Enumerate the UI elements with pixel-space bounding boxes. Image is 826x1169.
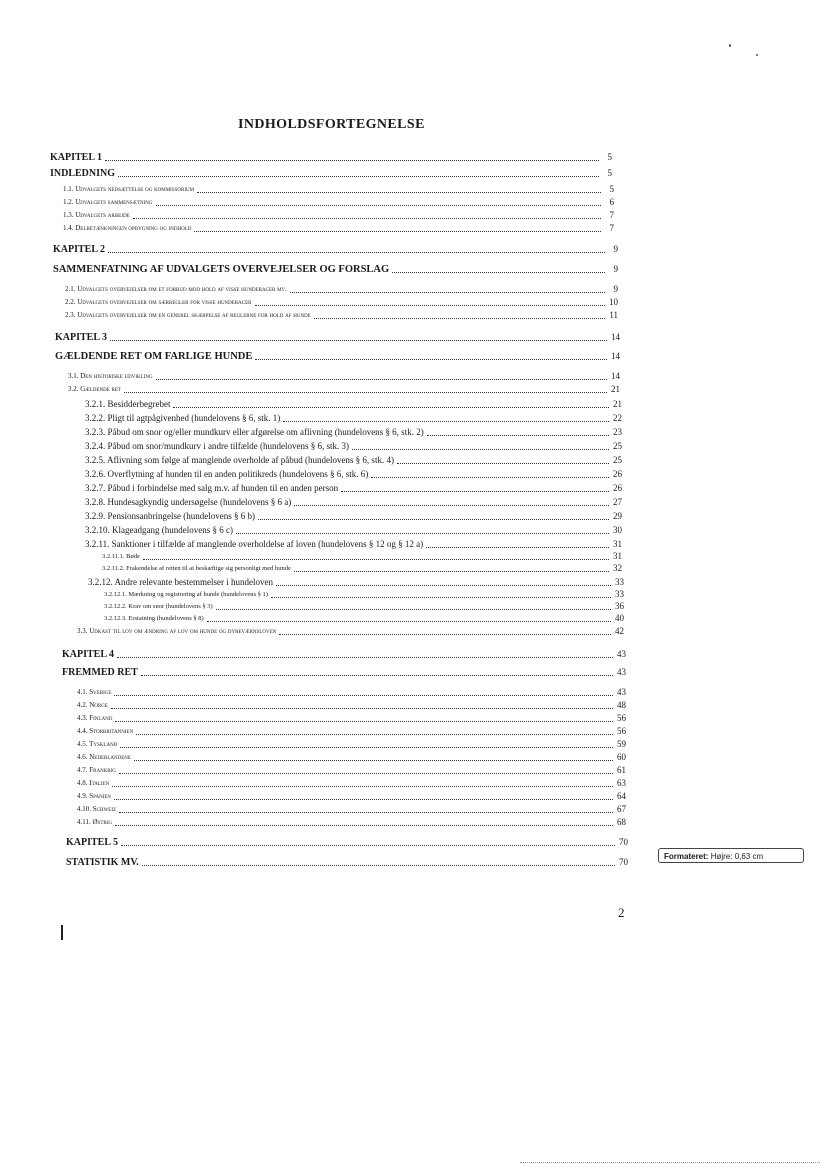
toc-entry-page: 5 — [607, 168, 612, 178]
dot-leader — [105, 159, 599, 161]
toc-entry-page: 23 — [613, 427, 622, 437]
toc-entry-label: 4.3. Finland — [77, 714, 113, 722]
dot-leader — [279, 633, 611, 635]
dot-leader — [236, 532, 609, 534]
toc-entry-page: 11 — [609, 310, 618, 320]
toc-entry — [77, 686, 626, 699]
toc-entry — [85, 412, 622, 425]
toc-entry-label: 4.11. Østrig — [77, 818, 112, 826]
toc-entry — [65, 296, 618, 309]
toc-entry-label: 3.2.11. Sanktioner i tilfælde af manglende overholdelse af loven (hundelovens § 12 og § 12 a) — [85, 539, 424, 549]
toc-entry-page: 63 — [617, 778, 626, 788]
toc-entry-label: 2.2. Udvalgets overvejelser om særregler for visse hunderacer — [65, 298, 252, 306]
toc-entry-page: 31 — [613, 539, 622, 549]
toc-entry-label: 4.10. Schweiz — [77, 805, 117, 813]
dot-leader — [117, 656, 613, 658]
toc-entry-page: 33 — [615, 589, 624, 599]
toc-entry-page: 43 — [617, 649, 626, 659]
toc-entry-label: 1.4. Delbetænkningen opbygning og indhold — [63, 224, 192, 232]
dot-leader — [115, 824, 613, 826]
toc-entry-page: 56 — [617, 726, 626, 736]
toc-entry — [77, 790, 626, 803]
toc-entry-label: 3.2.7. Påbud i forbindelse med salg m.v. af hunden til en anden person — [85, 483, 339, 493]
comment-text: Højre: 0,63 cm — [710, 852, 764, 861]
toc-entry-label: 3.2.10. Klageadgang (hundelovens § 6 c) — [85, 525, 233, 535]
toc-entry — [85, 454, 622, 467]
toc-entry-page: 14 — [611, 371, 620, 381]
toc-entry-label: STATISTIK MV. — [66, 857, 139, 868]
toc-entry-page: 26 — [613, 469, 622, 479]
toc-entry-label: GÆLDENDE RET OM FARLIGE HUNDE — [55, 351, 253, 362]
dot-leader — [110, 339, 607, 341]
toc-entry — [85, 468, 622, 481]
dot-leader — [173, 406, 609, 408]
toc-entry-page: 48 — [617, 700, 626, 710]
toc-entry-label: 3.2.1. Besidderbegrebet — [85, 399, 171, 409]
toc-entry — [77, 725, 626, 738]
toc-entry-page: 10 — [609, 297, 618, 307]
toc-entry — [85, 398, 622, 411]
toc-entry-label: 3.2.5. Aflivning som følge af manglende overholde af påbud (hundelovens § 6, stk. 4) — [85, 455, 394, 465]
dot-leader — [276, 584, 611, 586]
toc-entry-label: 3.2.2. Pligt til agtpågivenhed (hundelovens § 6, stk. 1) — [85, 413, 281, 423]
toc-entry-label: KAPITEL 2 — [53, 244, 105, 255]
toc-entry — [53, 263, 618, 276]
toc-entry — [85, 510, 622, 523]
dot-leader — [283, 420, 609, 422]
toc-entry-page: 43 — [617, 667, 626, 677]
toc-entry-label: 4.7. Frankrig — [77, 766, 116, 774]
toc-entry — [68, 383, 620, 396]
toc-entry-label: 1.3. Udvalgets arbejde — [63, 211, 130, 219]
toc-entry — [68, 370, 620, 383]
toc-entry-label: KAPITEL 4 — [62, 649, 114, 660]
dot-leader — [133, 217, 601, 219]
toc-entry-page: 5 — [609, 184, 614, 194]
toc-entry — [77, 816, 626, 829]
dot-leader — [141, 674, 613, 676]
toc-entry-label: KAPITEL 1 — [50, 152, 102, 163]
toc-entry — [62, 666, 626, 679]
toc-entry-label: 3.2.12.1. Mærkning og registrering af hunde (hundelovens § 1) — [104, 591, 268, 598]
dot-leader — [111, 707, 613, 709]
dot-leader — [197, 191, 601, 193]
toc-entry-label: FREMMED RET — [62, 667, 138, 678]
toc-entry-label: 3.2.12.3. Erstatning (hundelovens § 8) — [104, 615, 204, 622]
toc-entry-label: 3.2.11.1. Bøde — [102, 553, 140, 560]
dot-leader — [143, 558, 609, 560]
toc-entry-label: KAPITEL 3 — [55, 332, 107, 343]
dot-leader — [156, 204, 601, 206]
toc-entry — [66, 836, 628, 849]
toc-entry — [85, 426, 622, 439]
toc-entry-label: 4.1. Sverige — [77, 688, 112, 696]
toc-entry — [63, 196, 614, 209]
toc-entry-label: 2.1. Udvalgets overvejelser om et forbud mod hold af visse hunderacer mv. — [65, 285, 287, 293]
toc-entry-page: 7 — [609, 223, 614, 233]
toc-entry-page: 7 — [609, 210, 614, 220]
toc-entry-page: 9 — [613, 264, 618, 274]
dot-leader — [114, 798, 613, 800]
dot-leader — [427, 434, 609, 436]
toc-entry-page: 68 — [617, 817, 626, 827]
toc-entry-label: 4.4. Storbritannien — [77, 727, 134, 735]
dot-leader — [121, 844, 615, 846]
dot-leader — [114, 694, 613, 696]
toc-title: INDHOLDSFORTEGNELSE — [238, 117, 425, 132]
toc-entry — [104, 612, 624, 625]
toc-entry — [65, 283, 618, 296]
dot-leader — [115, 720, 613, 722]
dot-leader — [118, 175, 599, 177]
toc-entry — [85, 440, 622, 453]
toc-entry-page: 21 — [613, 399, 622, 409]
toc-entry-page: 32 — [613, 563, 622, 573]
toc-entry — [77, 803, 626, 816]
toc-entry-label: 3.2.6. Overflytning af hunden til en anden politikreds (hundelovens § 6, stk. 6) — [85, 469, 369, 479]
toc-entry-page: 42 — [615, 626, 624, 636]
dot-leader — [271, 596, 611, 598]
dot-leader — [255, 304, 606, 306]
toc-entry-label: 3.1. Den historiske udvikling — [68, 372, 153, 380]
dot-leader — [255, 358, 607, 360]
toc-entry-page: 60 — [617, 752, 626, 762]
dot-leader — [194, 230, 601, 232]
toc-entry — [55, 331, 620, 344]
comment-label: Formateret: — [664, 852, 709, 861]
toc-entry-label: 3.2.9. Pensionsanbringelse (hundelovens § 6 b) — [85, 511, 255, 521]
toc-entry-page: 59 — [617, 739, 626, 749]
dot-leader — [124, 391, 607, 393]
toc-entry-page: 33 — [615, 577, 624, 587]
toc-entry-label: 4.8. Italien — [77, 779, 110, 787]
page-number: 2 — [618, 905, 625, 920]
dot-leader — [216, 608, 611, 610]
toc-entry-page: 70 — [619, 837, 628, 847]
toc-entry-label: 4.2. Norge — [77, 701, 108, 709]
toc-entry-page: 9 — [613, 244, 618, 254]
toc-entry — [85, 524, 622, 537]
toc-entry-page: 70 — [619, 857, 628, 867]
dot-leader — [294, 570, 609, 572]
toc-entry-label: 4.9. Spanien — [77, 792, 112, 800]
toc-entry — [65, 309, 618, 322]
toc-entry-label: 3.2.12.2. Krav om snor (hundelovens § 3) — [104, 603, 213, 610]
dot-leader — [120, 746, 613, 748]
toc-entry — [77, 699, 626, 712]
toc-entry-page: 61 — [617, 765, 626, 775]
toc-entry-page: 5 — [607, 152, 612, 162]
dot-leader — [156, 378, 607, 380]
toc-entry-label: 1.2. Udvalgets sammensætning — [63, 198, 153, 206]
dot-leader — [294, 504, 609, 506]
toc-entry — [77, 777, 626, 790]
toc-entry — [50, 167, 612, 180]
toc-entry-label: 4.6. Nederlandene — [77, 753, 131, 761]
dot-leader — [352, 448, 609, 450]
toc-entry-page: 9 — [613, 284, 618, 294]
toc-entry — [77, 712, 626, 725]
toc-entry-label: 4.5. Tyskland — [77, 740, 118, 748]
toc-entry-label: 3.2.11.2. Frakendelse af retten til at beskæftige sig personligt med hunde — [102, 565, 291, 572]
toc-entry — [63, 222, 614, 235]
toc-entry-page: 36 — [615, 601, 624, 611]
dot-leader — [112, 785, 613, 787]
dot-leader — [207, 620, 611, 622]
dot-leader — [119, 772, 613, 774]
toc-entry-label: 2.3. Udvalgets overvejelser om en generel skærpelse af reglerne for hold af hunde — [65, 311, 311, 319]
toc-entry — [77, 751, 626, 764]
change-bar — [61, 925, 63, 940]
dot-leader — [392, 271, 605, 273]
toc-entry — [85, 482, 622, 495]
scan-speck — [729, 44, 731, 47]
dot-leader — [258, 518, 609, 520]
toc-entry-page: 14 — [611, 351, 620, 361]
toc-entry-label: 3.2.3. Påbud om snor og/eller mundkurv eller afgørelse om aflivning (hundelovens § 6, stk. 2) — [85, 427, 424, 437]
toc-entry-page: 22 — [613, 413, 622, 423]
scan-noise — [520, 1160, 820, 1163]
toc-entry-label: 3.2.12. Andre relevante bestemmelser i hundeloven — [88, 577, 273, 587]
dot-leader — [426, 546, 609, 548]
toc-entry-page: 40 — [615, 613, 624, 623]
toc-entry-page: 25 — [613, 455, 622, 465]
toc-entry — [50, 151, 612, 164]
toc-entry — [77, 738, 626, 751]
toc-entry-label: SAMMENFATNING AF UDVALGETS OVERVEJELSER OG FORSLAG — [53, 264, 390, 275]
toc-entry — [53, 243, 618, 256]
toc-entry-page: 25 — [613, 441, 622, 451]
toc-entry-label: INDLEDNING — [50, 168, 116, 179]
toc-entry-page: 14 — [611, 332, 620, 342]
toc-entry-page: 26 — [613, 483, 622, 493]
toc-entry-label: 3.2. Gældende ret — [68, 385, 121, 393]
toc-entry-page: 6 — [609, 197, 614, 207]
toc-entry-page: 31 — [613, 551, 622, 561]
toc-entry — [63, 183, 614, 196]
toc-entry-label: 3.2.8. Hundesagkyndig undersøgelse (hundelovens § 6 a) — [85, 497, 292, 507]
toc-entry-page: 56 — [617, 713, 626, 723]
dot-leader — [108, 251, 605, 253]
toc-entry — [102, 562, 622, 575]
toc-entry-label: KAPITEL 5 — [66, 837, 118, 848]
toc-entry-page: 67 — [617, 804, 626, 814]
dot-leader — [136, 733, 613, 735]
toc-entry-page: 43 — [617, 687, 626, 697]
toc-entry-page: 64 — [617, 791, 626, 801]
toc-entry — [77, 764, 626, 777]
toc-entry-page: 21 — [611, 384, 620, 394]
toc-entry — [55, 350, 620, 363]
scan-speck — [756, 54, 758, 56]
toc-entry — [85, 496, 622, 509]
dot-leader — [134, 759, 613, 761]
toc-entry-page: 29 — [613, 511, 622, 521]
dot-leader — [371, 476, 609, 478]
toc-entry — [66, 856, 628, 869]
dot-leader — [314, 317, 605, 319]
toc-entry-label: 3.2.4. Påbud om snor/mundkurv i andre tilfælde (hundelovens § 6, stk. 3) — [85, 441, 349, 451]
toc-entry — [63, 209, 614, 222]
toc-entry — [62, 648, 626, 661]
dot-leader — [119, 811, 613, 813]
dot-leader — [341, 490, 609, 492]
toc-entry-label: 3.3. Udkast til lov om ændring af lov om hunde og dyreværnsloven — [77, 627, 277, 635]
dot-leader — [290, 291, 605, 293]
format-comment-balloon[interactable] — [658, 848, 804, 863]
toc-entry-label: 1.1. Udvalgets nedsættelse og kommissorium — [63, 185, 195, 193]
dot-leader — [397, 462, 609, 464]
dot-leader — [142, 864, 615, 866]
toc-entry — [77, 625, 624, 638]
toc-entry-page: 30 — [613, 525, 622, 535]
toc-entry-page: 27 — [613, 497, 622, 507]
